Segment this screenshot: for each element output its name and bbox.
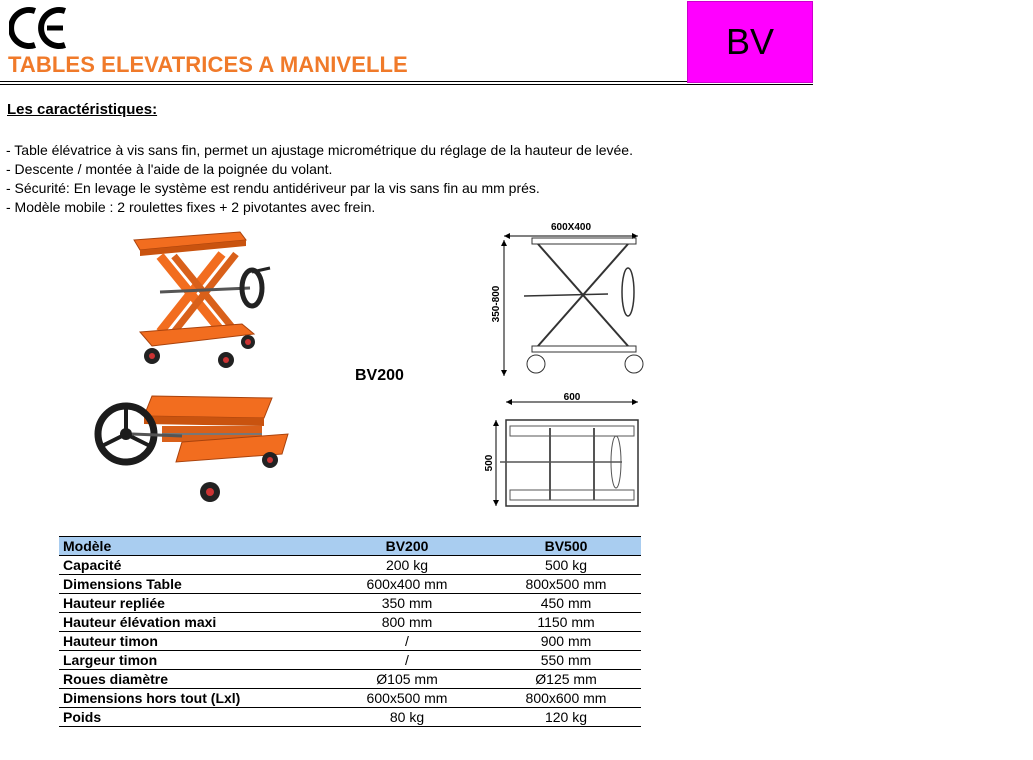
value-cell: Ø105 mm xyxy=(323,670,491,689)
product-photo-lowered xyxy=(92,388,292,513)
table-header-row xyxy=(59,537,641,556)
table-row xyxy=(59,632,641,651)
row-label-cell: Largeur timon xyxy=(59,651,323,670)
table-row xyxy=(59,556,641,575)
value-cell: 80 kg xyxy=(323,708,491,727)
feature-item: - Modèle mobile : 2 roulettes fixes + 2 pivotantes avec frein. xyxy=(6,199,376,215)
table-row xyxy=(59,575,641,594)
feature-item: - Table élévatrice à vis sans fin, permet un ajustage micrométrique du réglage de la hauteur de levée. xyxy=(6,142,633,158)
table-row xyxy=(59,651,641,670)
row-label-cell: Dimensions hors tout (Lxl) xyxy=(59,689,323,708)
top-view-width-label: 600 xyxy=(563,392,581,403)
column-header: BV200 xyxy=(323,537,491,556)
value-cell: 200 kg xyxy=(323,556,491,575)
table-row xyxy=(59,613,641,632)
row-label-cell: Hauteur timon xyxy=(59,632,323,651)
value-cell: / xyxy=(323,651,491,670)
row-label-cell: Hauteur élévation maxi xyxy=(59,613,323,632)
row-label-cell: Hauteur repliée xyxy=(59,594,323,613)
photo-model-label: BV200 xyxy=(355,367,404,384)
side-view-height-label: 350-800 xyxy=(491,285,502,323)
top-view-drawing xyxy=(482,388,652,518)
row-label-cell: Poids xyxy=(59,708,323,727)
column-header: BV500 xyxy=(491,537,641,556)
table-row xyxy=(59,708,641,727)
value-cell: 350 mm xyxy=(323,594,491,613)
side-view-width-label: 600X400 xyxy=(550,222,592,233)
value-cell: 900 mm xyxy=(491,632,641,651)
value-cell: 800 mm xyxy=(323,613,491,632)
ce-certification-logo xyxy=(9,5,71,56)
table-row xyxy=(59,689,641,708)
value-cell: 1150 mm xyxy=(491,613,641,632)
feature-item: - Sécurité: En levage le système est rendu antidériveur par la vis sans fin au mm prés. xyxy=(6,180,540,196)
feature-item: - Descente / montée à l'aide de la poignée du volant. xyxy=(6,161,333,177)
value-cell: 500 kg xyxy=(491,556,641,575)
side-view-drawing xyxy=(488,218,658,388)
table-row xyxy=(59,670,641,689)
value-cell: 800x600 mm xyxy=(491,689,641,708)
row-label-cell: Capacité xyxy=(59,556,323,575)
row-label-cell: Roues diamètre xyxy=(59,670,323,689)
title-underline-secondary xyxy=(0,84,813,85)
value-cell: 600x400 mm xyxy=(323,575,491,594)
product-code-badge: BV xyxy=(687,1,813,83)
value-cell: 450 mm xyxy=(491,594,641,613)
value-cell: Ø125 mm xyxy=(491,670,641,689)
row-label-cell: Dimensions Table xyxy=(59,575,323,594)
top-view-depth-label: 500 xyxy=(484,454,495,472)
column-header: Modèle xyxy=(59,537,323,556)
product-photo-raised xyxy=(130,228,280,383)
value-cell: 550 mm xyxy=(491,651,641,670)
table-row xyxy=(59,594,641,613)
features-list xyxy=(6,141,633,217)
value-cell: 600x500 mm xyxy=(323,689,491,708)
value-cell: 120 kg xyxy=(491,708,641,727)
specifications-table xyxy=(59,536,641,727)
value-cell: 800x500 mm xyxy=(491,575,641,594)
value-cell: / xyxy=(323,632,491,651)
features-heading: Les caractéristiques: xyxy=(7,101,158,118)
page-title: TABLES ELEVATRICES A MANIVELLE xyxy=(8,52,408,77)
